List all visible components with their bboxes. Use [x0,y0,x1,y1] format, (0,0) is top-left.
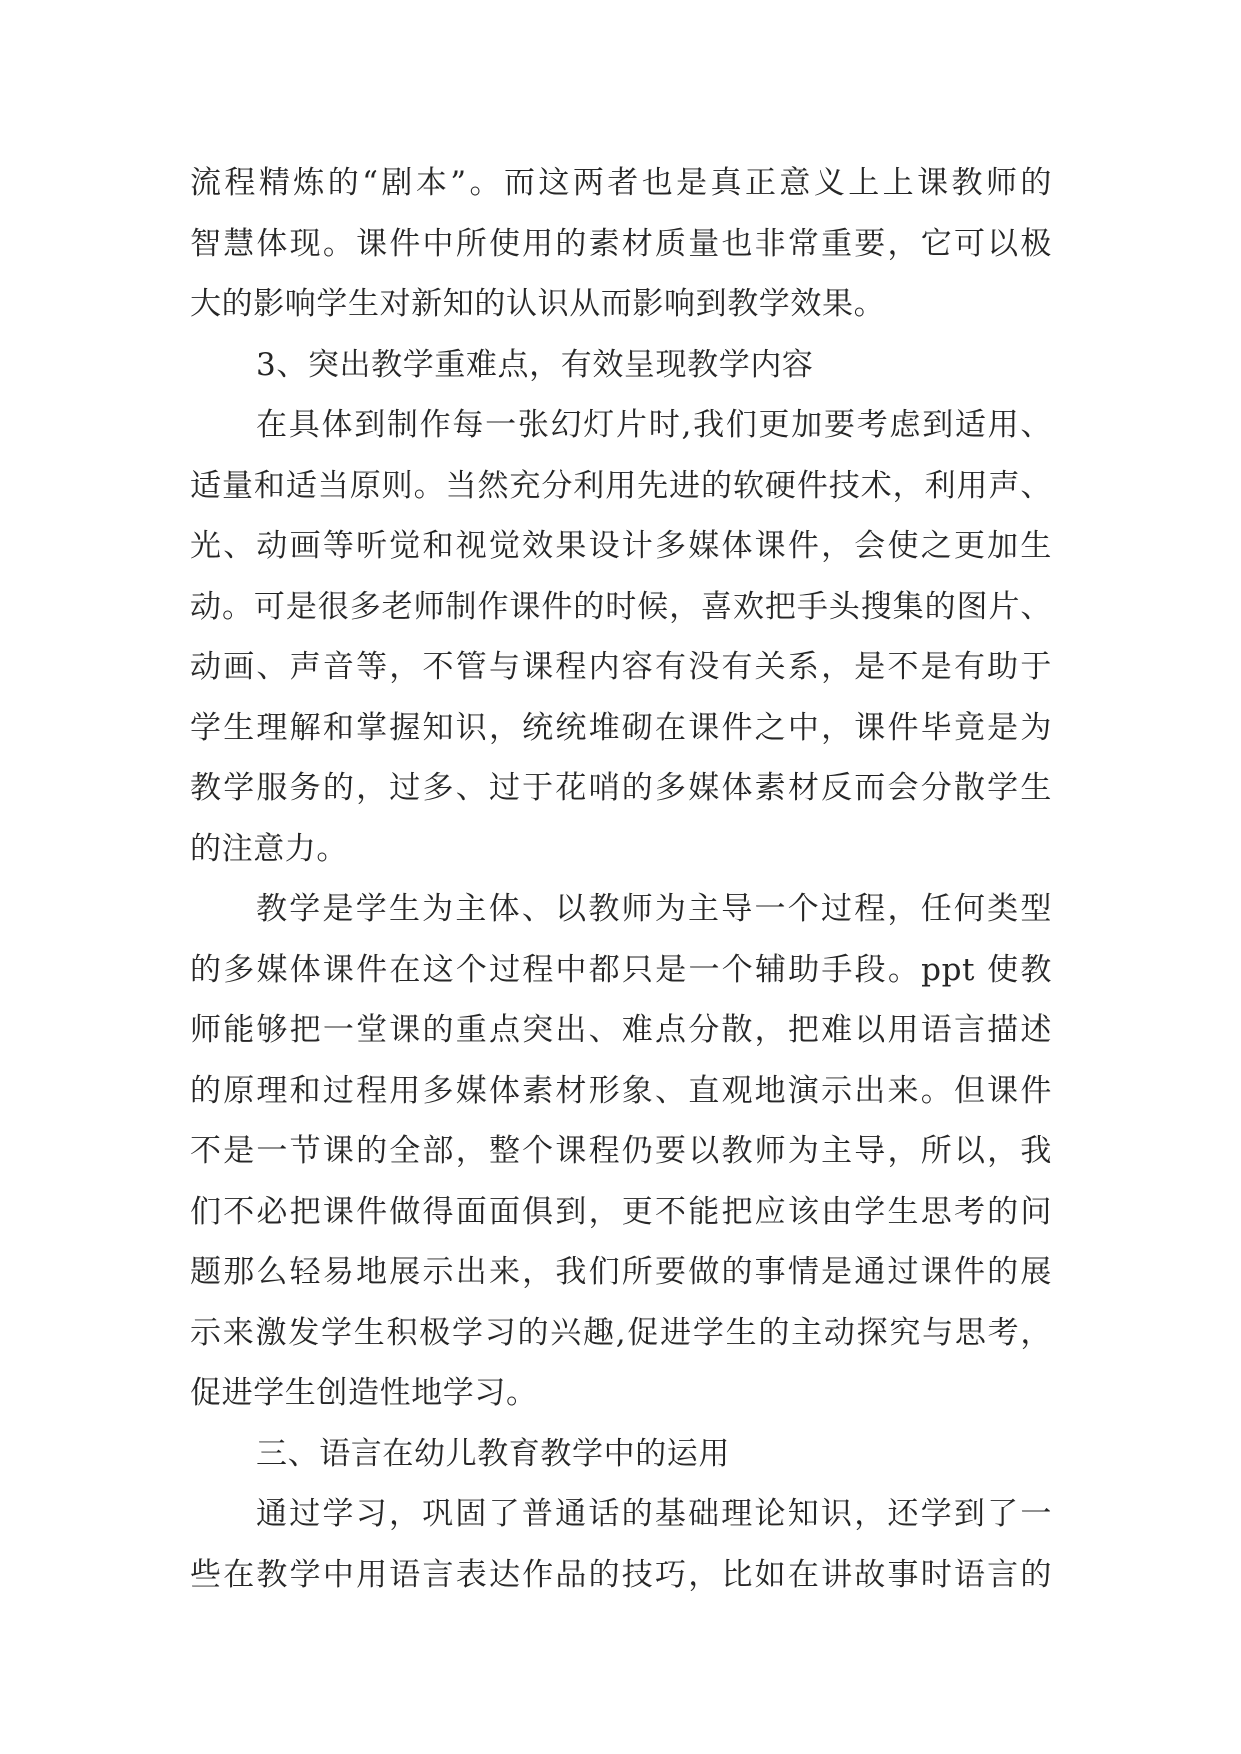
text-line: 动画、声音等，不管与课程内容有没有关系，是不是有助于 [190,649,1052,685]
text-line: 通过学习，巩固了普通话的基础理论知识，还学到了一 [256,1496,1052,1532]
text-line: 在具体到制作每一张幻灯片时,我们更加要考虑到适用、 [256,407,1052,443]
text-line: 不是一节课的全部，整个课程仍要以教师为主导，所以，我 [190,1133,1052,1169]
text-line: 的注意力。 [190,830,348,867]
text-line: 教学服务的，过多、过于花哨的多媒体素材反而会分散学生 [190,770,1052,806]
text-line: 些在教学中用语言表达作品的技巧，比如在讲故事时语言的 [190,1556,1052,1593]
text-line: 们不必把课件做得面面俱到，更不能把应该由学生思考的问 [190,1193,1052,1230]
text-line: 智慧体现。课件中所使用的素材质量也非常重要，它可以极 [190,225,1052,262]
text-line: 教学是学生为主体、以教师为主导一个过程，任何类型 [256,891,1052,927]
text-line: 三、语言在幼儿教育教学中的运用 [256,1435,730,1472]
text-line: 题那么轻易地展示出来，我们所要做的事情是通过课件的展 [190,1254,1052,1290]
text-line: 光、动画等听觉和视觉效果设计多媒体课件，会使之更加生 [190,528,1052,564]
text-line: 示来激发学生积极学习的兴趣,促进学生的主动探究与思考， [190,1314,1052,1351]
text-line: 促进学生创造性地学习。 [190,1375,538,1411]
text-line: 的原理和过程用多媒体素材形象、直观地演示出来。但课件 [190,1072,1052,1109]
text-line: 学生理解和掌握知识，统统堆砌在课件之中，课件毕竟是为 [190,709,1052,746]
text-line: 流程精炼的“剧本”。而这两者也是真正意义上上课教师的 [190,165,1052,201]
text-line: 大的影响学生对新知的认识从而影响到教学效果。 [190,286,886,322]
text-line: 3、突出教学重难点，有效呈现教学内容 [256,346,814,383]
text-line: 动。可是很多老师制作课件的时候，喜欢把手头搜集的图片、 [190,588,1052,625]
text-line: 适量和适当原则。当然充分利用先进的软硬件技术，利用声、 [190,467,1052,504]
document-body [190,153,1052,1605]
text-line: 的多媒体课件在这个过程中都只是一个辅助手段。ppt 使教 [190,951,1052,988]
text-line: 师能够把一堂课的重点突出、难点分散，把难以用语言描述 [190,1012,1052,1048]
